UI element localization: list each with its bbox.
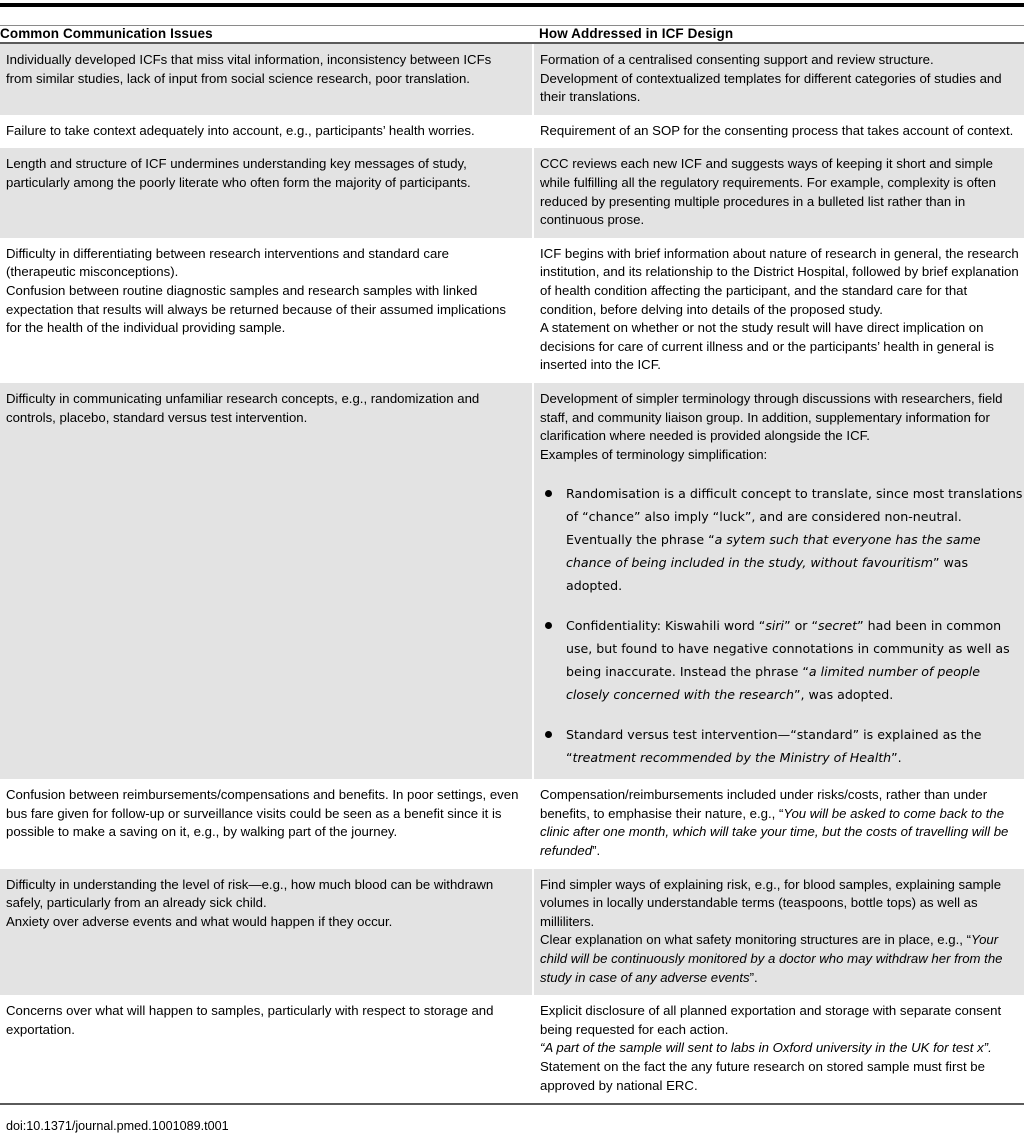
list-item [540, 723, 1024, 769]
table-row [0, 44, 1024, 115]
bullet-icon [545, 622, 552, 629]
issue-cell [0, 383, 533, 779]
issue-text: Failure to take context adequately into account, e.g., participants’ health worries. [6, 122, 475, 138]
table-row [0, 995, 1024, 1103]
table-row [0, 869, 1024, 996]
bullet-icon [545, 490, 552, 497]
bullet-text-italic: a limited number of people closely concerned with the research [566, 664, 981, 703]
addressed-text-post: ”. [749, 969, 758, 985]
addressed-text-italic: You will be asked to come back to the clinic after one month, which will take your time, but the costs of travelling will be refunded [540, 805, 1009, 859]
addressed-paragraph: Find simpler ways of explaining risk, e.g., for blood samples, explaining sample volumes in locally understandable terms (teaspoons, bottle tops) as well as milliliters. [540, 876, 1002, 929]
addressed-cell [533, 115, 1024, 149]
issue-cell [0, 869, 533, 996]
header-spacer [0, 7, 1024, 25]
table-row [0, 383, 1024, 779]
table-row [0, 148, 1024, 237]
addressed-text-pre: Clear explanation on what safety monitoring structures are in place, e.g., “ [540, 932, 972, 948]
issue-text: Difficulty in differentiating between research interventions and standard care (therapeutic misconceptions). [6, 245, 450, 280]
addressed-cell [533, 869, 1024, 996]
addressed-cell [533, 148, 1024, 237]
addressed-cell [533, 995, 1024, 1103]
column-header-issues: Common Communication Issues [0, 26, 213, 41]
bullet-text-italic: secret [818, 618, 858, 634]
addressed-text-italic: Your child will be continuously monitored by a doctor who may withdraw her from the study in case of any adverse events [540, 932, 1003, 985]
table-header-row [0, 26, 1024, 42]
addressed-paragraph: Examples of terminology simplification: [540, 446, 768, 462]
list-item [540, 482, 1024, 597]
addressed-paragraph: Statement on the fact the any future research on stored sample must first be approved by national ERC. [540, 1059, 985, 1093]
issue-text: Length and structure of ICF undermines understanding key messages of study, particularly among the poorly literate who often form the majority of participants. [6, 156, 471, 190]
issue-text: Anxiety over adverse events and what would happen if they occur. [6, 913, 393, 929]
addressed-cell [533, 238, 1024, 383]
addressed-cell [533, 44, 1024, 115]
bullet-icon [545, 731, 552, 738]
issue-text: Difficulty in understanding the level of risk—e.g., how much blood can be withdrawn safely, particularly from an already sick child. [6, 876, 494, 911]
addressed-paragraph: Development of simpler terminology through discussions with researchers, field staff, and community liaison group. In addition, supplementary information for clarification where needed is provided alongside the ICF. [540, 390, 1003, 444]
table-row [0, 115, 1024, 149]
bullet-text-pre: Confidentiality: Kiswahili word “ [566, 618, 766, 634]
data-table-body [0, 44, 1024, 1103]
addressed-paragraph [540, 786, 1024, 860]
addressed-paragraph: Development of contextualized templates for different categories of studies and their translations. [540, 70, 1002, 105]
bullet-text-mid: ” had been in common use, but found to have negative connotations in community as well as being inaccurate. Instead the phrase “ [566, 618, 1010, 680]
column-header-addressed: How Addressed in ICF Design [539, 26, 734, 41]
addressed-paragraph: Explicit disclosure of all planned exportation and storage with separate consent being requested for each action. [540, 1003, 1002, 1037]
table-row [0, 779, 1024, 868]
addressed-paragraph: Formation of a centralised consenting support and review structure. [540, 52, 934, 67]
addressed-paragraph-italic [540, 1039, 1024, 1058]
issue-cell [0, 779, 533, 868]
bullet-text-pre: Randomisation is a difficult concept to translate, since most translations of “chance” also imply “luck”, and are considered non-neutral. Eventually the phrase “ [566, 486, 1023, 548]
issue-cell [0, 995, 533, 1103]
issue-text: Difficulty in communicating unfamiliar research concepts, e.g., randomization and controls, placebo, standard versus test intervention. [6, 390, 480, 425]
data-table [0, 26, 1024, 42]
addressed-paragraph [540, 931, 1024, 987]
bullet-text-post: ”. [891, 750, 902, 766]
bullet-text-italic: a sytem such that everyone has the same chance of being included in the study, without favouritism [566, 532, 981, 571]
issue-text: Confusion between reimbursements/compensations and benefits. In poor settings, even bus fare given for follow-up or surveillance visits could be seen as a benefit since it is possible to make a saving on it, e.g., by walking part of the journey. [6, 787, 519, 840]
issue-cell [0, 115, 533, 149]
terminology-examples-list [540, 482, 1024, 769]
addressed-cell [533, 779, 1024, 868]
addressed-text-italic: “A part of the sample will sent to labs in Oxford university in the UK for test x”. [540, 1040, 992, 1056]
addressed-cell [533, 383, 1024, 779]
bullet-text-pre: Standard versus test intervention—“standard” is explained as the “ [566, 727, 982, 766]
addressed-paragraph: Requirement of an SOP for the consenting process that takes account of context. [540, 122, 1014, 138]
list-item [540, 614, 1024, 706]
issue-cell [0, 44, 533, 115]
addressed-paragraph: ICF begins with brief information about nature of research in general, the research institution, and its relationship to the District Hospital, followed by brief explanation of health condition affecting the participant, and the standard care for that condition, before delving into details of the proposed study. [540, 245, 1019, 317]
bullet-text-post: ”, was adopted. [794, 687, 894, 703]
bullet-text-italic: siri [765, 618, 785, 634]
issue-text: Concerns over what will happen to samples, particularly with respect to storage and exportation. [6, 1003, 494, 1037]
bullet-text-mid: ” or “ [784, 618, 819, 634]
issue-cell [0, 148, 533, 237]
table-row [0, 238, 1024, 383]
issue-text: Individually developed ICFs that miss vital information, inconsistency between ICFs from similar studies, lack of input from social science research, poor translation. [6, 52, 492, 86]
bullet-text-italic: treatment recommended by the Ministry of Health [572, 750, 892, 766]
addressed-text-pre: Compensation/reimbursements included under risks/costs, rather than under benefits, to emphasise their nature, e.g., “ [540, 787, 988, 821]
addressed-paragraph: A statement on whether or not the study result will have direct implication on decisions for care of current illness and or the participants’ health in general is inserted into the ICF. [540, 320, 994, 373]
table-figure [0, 3, 1024, 1134]
addressed-paragraph: CCC reviews each new ICF and suggests ways of keeping it short and simple while fulfilling all the regulatory requirements. For example, complexity is often reduced by presenting multiple procedures in a bulleted list rather than in continuous prose. [540, 156, 996, 228]
issue-cell [0, 238, 533, 383]
addressed-text-post: ”. [592, 843, 601, 859]
bullet-text-post: ” was adopted. [566, 555, 969, 594]
issue-text: Confusion between routine diagnostic samples and research samples with linked expectation that results will always be returned because of their assumed implications for the health of the individual providing sample. [6, 282, 506, 336]
doi-caption: doi:10.1371/journal.pmed.1001089.t001 [6, 1119, 229, 1134]
